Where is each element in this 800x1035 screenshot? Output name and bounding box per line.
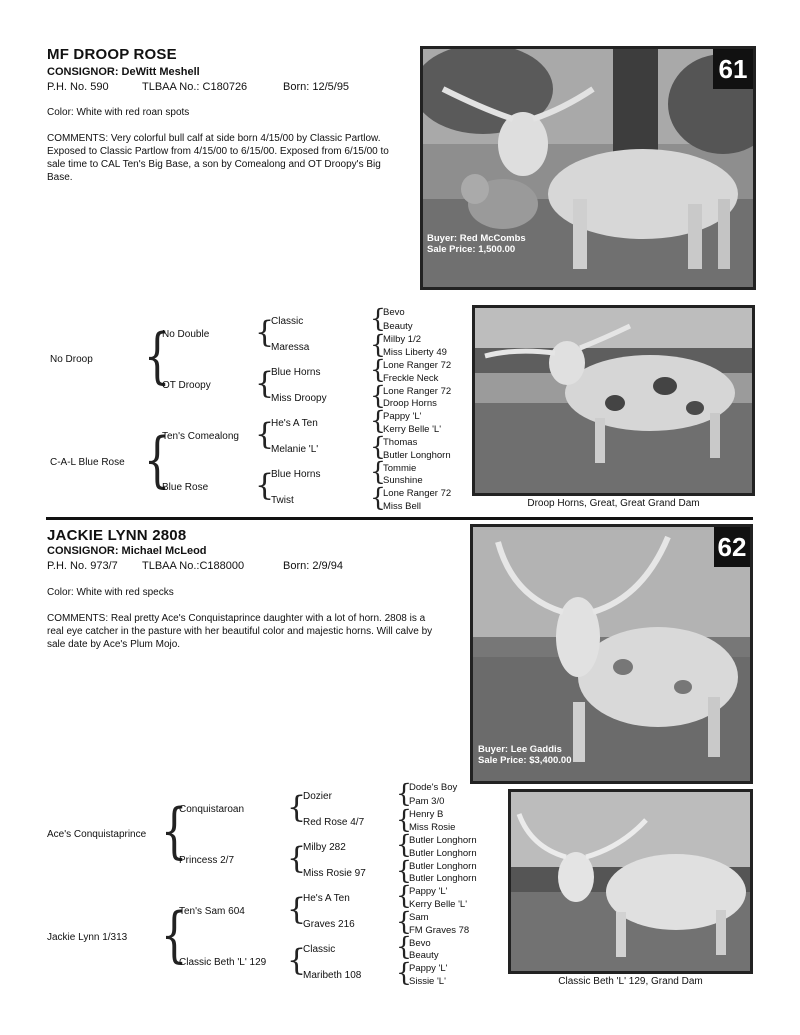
lot61-ped-gg6: Freckle Neck bbox=[383, 373, 439, 384]
lot62-grand-dam-illustration bbox=[511, 792, 750, 971]
lot62-cow-illustration bbox=[473, 527, 750, 781]
lot61-ped-gg3: Milby 1/2 bbox=[383, 334, 422, 345]
lot62-ped-gg14: Beauty bbox=[409, 950, 439, 961]
lot62-ped-gg5: Butler Longhorn bbox=[409, 835, 477, 846]
lot61-brace-7: { bbox=[370, 304, 386, 333]
lot61-ped-gg10: Kerry Belle 'L' bbox=[383, 424, 442, 435]
lot62-ped-g4: Miss Rosie 97 bbox=[303, 868, 366, 879]
lot61-brace-1: { bbox=[143, 321, 171, 391]
lot61-photo bbox=[420, 46, 756, 290]
lot61-number-badge: 61 bbox=[713, 49, 753, 89]
lot61-ped-p1: No Double bbox=[162, 329, 210, 340]
lot62-title: JACKIE LYNN 2808 bbox=[47, 527, 187, 544]
lot61-buyer: Buyer: Red McCombs bbox=[427, 233, 526, 244]
lot61-ped-p2: OT Droopy bbox=[162, 380, 211, 391]
lot62-number-badge: 62 bbox=[714, 527, 750, 567]
lot61-ped-p4: Blue Rose bbox=[162, 482, 209, 493]
lot61-ph-number: P.H. No. 590 bbox=[47, 81, 109, 93]
lot61-ped-g5: He's A Ten bbox=[271, 418, 318, 429]
lot62-brace-6: { bbox=[287, 943, 307, 978]
lot62-ped-gg12: FM Graves 78 bbox=[409, 925, 470, 936]
lot61-brace-5: { bbox=[255, 417, 275, 452]
lot61-ped-g1: Classic bbox=[271, 316, 304, 327]
lot61-brace-4: { bbox=[255, 366, 275, 401]
lot61-ped-gg12: Butler Longhorn bbox=[383, 450, 451, 461]
lot62-sale-price: Sale Price: $3,400.00 bbox=[478, 755, 572, 766]
lot62-ped-gg10: Kerry Belle 'L' bbox=[409, 899, 468, 910]
lot61-ped-g6: Melanie 'L' bbox=[271, 444, 319, 455]
lot61-tlbaa-number: TLBAA No.: C180726 bbox=[142, 81, 248, 93]
lot61-ped-gg16: Miss Bell bbox=[383, 501, 422, 512]
lot61-brace-11: { bbox=[370, 406, 386, 435]
lot62-brace-8: { bbox=[396, 805, 412, 834]
lot61-ped-g2: Maressa bbox=[271, 342, 310, 353]
lot61-ped-g7: Blue Horns bbox=[271, 469, 321, 480]
lot61-brace-10: { bbox=[370, 381, 386, 410]
lot62-brace-10: { bbox=[396, 856, 412, 885]
lot61-brace-6: { bbox=[255, 468, 275, 503]
lot61-ped-gg7: Lone Ranger 72 bbox=[383, 386, 452, 397]
lot61-ped-gg4: Miss Liberty 49 bbox=[383, 347, 447, 358]
lot61-grand-dam-photo bbox=[472, 305, 755, 496]
lot62-ped-g6: Graves 216 bbox=[303, 919, 355, 930]
lot62-ped-g7: Classic bbox=[303, 944, 336, 955]
lot62-ped-g1: Dozier bbox=[303, 791, 332, 802]
lot62-brace-14: { bbox=[396, 958, 412, 987]
lot61-brace-12: { bbox=[370, 432, 386, 461]
lot62-brace-2: { bbox=[160, 900, 188, 970]
lot62-ped-p1: Conquistaroan bbox=[179, 804, 245, 815]
lot62-tlbaa-number: TLBAA No.:C188000 bbox=[142, 560, 245, 572]
lot62-brace-9: { bbox=[396, 830, 412, 859]
lot62-ped-root-sire: Ace's Conquistaprince bbox=[47, 829, 147, 840]
lot61-ped-gg1: Bevo bbox=[383, 307, 405, 318]
lot62-ped-p4: Classic Beth 'L' 129 bbox=[179, 957, 267, 968]
lot61-ped-root-dam: C-A-L Blue Rose bbox=[50, 457, 125, 468]
lot61-photo-caption: Droop Horns, Great, Great Grand Dam bbox=[527, 498, 700, 509]
lot62-brace-3: { bbox=[287, 790, 307, 825]
lot62-buyer: Buyer: Lee Gaddis bbox=[478, 744, 562, 755]
lot61-born: Born: 12/5/95 bbox=[283, 81, 350, 93]
lot61-ped-g3: Blue Horns bbox=[271, 367, 321, 378]
lot62-photo-caption: Classic Beth 'L' 129, Grand Dam bbox=[558, 976, 703, 987]
lot62-comments: COMMENTS: Real pretty Ace's Conquistaprince daughter with a lot of horn. 2808 is a real eye catcher in the pasture with her beautiful color and majestic horns. Will calve by sale date by Ace's Plum Mojo. bbox=[47, 613, 433, 650]
lot61-ped-gg8: Droop Horns bbox=[383, 398, 437, 409]
section-divider bbox=[46, 517, 753, 520]
lot62-ped-gg9: Pappy 'L' bbox=[409, 886, 448, 897]
lot61-brace-9: { bbox=[370, 355, 386, 384]
lot61-ped-gg9: Pappy 'L' bbox=[383, 411, 422, 422]
lot62-ped-gg11: Sam bbox=[409, 912, 429, 923]
lot62-ped-gg1: Dode's Boy bbox=[409, 782, 458, 793]
lot62-brace-4: { bbox=[287, 841, 307, 876]
lot61-ped-root-sire: No Droop bbox=[50, 354, 93, 365]
lot61-comments: COMMENTS: Very colorful bull calf at side born 4/15/00 by Classic Partlow. Exposed to Classic Partlow from 4/15/00 to 6/15/00. Exposed from 6/15/00 to sale time to CAL Ten's Big Base, a son by Comealong and OT Droopy's Big Base. bbox=[47, 133, 389, 183]
lot62-brace-11: { bbox=[396, 881, 412, 910]
lot62-ped-gg7: Butler Longhorn bbox=[409, 861, 477, 872]
lot62-ped-g5: He's A Ten bbox=[303, 893, 350, 904]
lot62-brace-7: { bbox=[396, 779, 412, 808]
lot61-ped-gg14: Sunshine bbox=[383, 475, 423, 486]
lot62-color: Color: White with red specks bbox=[47, 587, 174, 598]
lot62-brace-12: { bbox=[396, 907, 412, 936]
lot62-consignor: CONSIGNOR: Michael McLeod bbox=[47, 545, 207, 557]
lot61-brace-3: { bbox=[255, 315, 275, 350]
lot61-ped-gg5: Lone Ranger 72 bbox=[383, 360, 452, 371]
lot62-ped-gg4: Miss Rosie bbox=[409, 822, 456, 833]
lot62-ped-p3: Ten's Sam 604 bbox=[179, 906, 245, 917]
lot61-brace-13: { bbox=[370, 457, 386, 486]
lot61-ped-g8: Twist bbox=[271, 495, 294, 506]
lot62-ped-gg16: Sissie 'L' bbox=[409, 976, 446, 987]
lot62-ped-g3: Milby 282 bbox=[303, 842, 346, 853]
lot62-brace-13: { bbox=[396, 932, 412, 961]
lot62-ph-number: P.H. No. 973/7 bbox=[47, 560, 118, 572]
lot62-ped-gg13: Bevo bbox=[409, 938, 431, 949]
lot62-brace-5: { bbox=[287, 892, 307, 927]
lot62-ped-gg3: Henry B bbox=[409, 809, 444, 820]
lot61-ped-gg13: Tommie bbox=[383, 463, 417, 474]
lot62-ped-g8: Maribeth 108 bbox=[303, 970, 362, 981]
lot62-ped-gg8: Butler Longhorn bbox=[409, 873, 477, 884]
lot61-ped-gg11: Thomas bbox=[383, 437, 418, 448]
lot62-ped-root-dam: Jackie Lynn 1/313 bbox=[47, 932, 128, 943]
lot62-ped-gg2: Pam 3/0 bbox=[409, 796, 445, 807]
lot62-ped-gg6: Butler Longhorn bbox=[409, 848, 477, 859]
lot61-consignor: CONSIGNOR: DeWitt Meshell bbox=[47, 66, 200, 78]
lot62-brace-1: { bbox=[160, 796, 188, 866]
lot62-born: Born: 2/9/94 bbox=[283, 560, 343, 572]
lot61-ped-g4: Miss Droopy bbox=[271, 393, 327, 404]
lot61-brace-2: { bbox=[143, 425, 171, 495]
lot61-sale-price: Sale Price: 1,500.00 bbox=[427, 244, 516, 255]
lot62-grand-dam-photo bbox=[508, 789, 753, 974]
lot62-ped-g2: Red Rose 4/7 bbox=[303, 817, 365, 828]
lot61-brace-8: { bbox=[370, 330, 386, 359]
lot61-color: Color: White with red roan spots bbox=[47, 107, 190, 118]
lot62-photo bbox=[470, 524, 753, 784]
lot61-ped-gg15: Lone Ranger 72 bbox=[383, 488, 452, 499]
lot61-ped-p3: Ten's Comealong bbox=[162, 431, 239, 442]
lot62-ped-p2: Princess 2/7 bbox=[179, 855, 235, 866]
lot61-brace-14: { bbox=[370, 483, 386, 512]
lot61-ped-gg2: Beauty bbox=[383, 321, 413, 332]
lot62-ped-gg15: Pappy 'L' bbox=[409, 963, 448, 974]
lot61-grand-dam-illustration bbox=[475, 308, 752, 493]
lot61-title: MF DROOP ROSE bbox=[47, 46, 177, 63]
